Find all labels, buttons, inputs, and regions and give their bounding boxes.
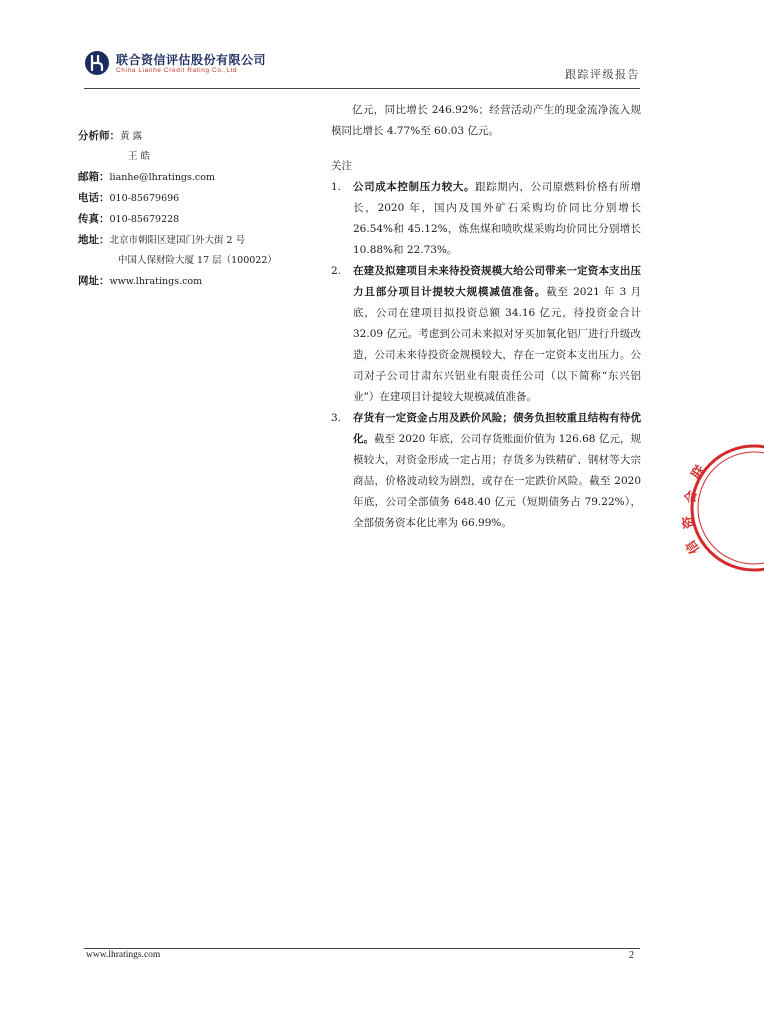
svg-text:信: 信 <box>683 537 704 557</box>
item-headline: 在建及拟建项目未来待投资规模大给公司带来一定资本支出压力且部分项目计提较大规模减值准备。 <box>353 265 641 298</box>
page-number: 2 <box>629 950 634 961</box>
header-divider <box>84 88 640 89</box>
fax-row <box>78 209 318 230</box>
brand-name-cn: 联合资信评估股份有限公司 <box>116 53 267 67</box>
footer-divider <box>84 948 640 949</box>
analyst-name: 王 皓 <box>128 151 151 162</box>
intro-paragraph: 亿元，同比增长 246.92%；经营活动产生的现金流净流入规模同比增长 4.77%至 60.03 亿元。 <box>331 104 641 137</box>
phone-row <box>78 188 318 209</box>
address-row <box>78 230 318 251</box>
page-header <box>84 46 640 88</box>
analyst-contact-block <box>78 126 318 292</box>
website-value: www.lhratings.com <box>109 276 203 287</box>
svg-text:联: 联 <box>688 463 709 483</box>
lianhe-logo-icon <box>84 50 110 76</box>
item-number: 2. <box>331 265 342 277</box>
svg-text:合: 合 <box>683 489 701 505</box>
email-label: 邮箱： <box>78 171 110 183</box>
main-text-column <box>331 100 641 534</box>
email-value: lianhe@lhratings.com <box>109 172 215 183</box>
concern-item <box>331 408 641 534</box>
website-row <box>78 271 318 292</box>
item-body <box>353 177 641 261</box>
address-label: 地址： <box>78 234 110 246</box>
address-line: 中国人保财险大厦 17 层（100022） <box>118 255 277 266</box>
section-heading: 关注 <box>331 160 352 172</box>
analyst-name: 黄 露 <box>120 131 143 142</box>
item-text: 截至 2021 年 3 月底，公司在建项目拟投资总额 34.16 亿元，待投资金合计 32.09 亿元。考虑到公司未来拟对牙买加氧化铝厂进行升级改造，公司未来待投资金规模较大，存在一定资本支出压力。公司对子公司甘肃东兴铝业有限责任公司（以下简称“东兴铝业”）在建项目计提较大规模减值准备。 <box>353 286 641 403</box>
address-line: 北京市朝阳区建国门外大街 2 号 <box>109 235 246 246</box>
brand-name-en: China Lianhe Credit Rating Co.,Ltd <box>116 67 238 74</box>
item-headline: 公司成本控制压力较大。 <box>353 181 476 193</box>
footer-website: www.lhratings.com <box>86 950 161 960</box>
report-type-label: 跟踪评级报告 <box>565 68 640 81</box>
item-headline: 存货有一定资金占用及跌价风险；债务负担较重且结构有待优化。 <box>353 412 641 445</box>
item-number: 3. <box>331 412 342 424</box>
concern-item <box>331 261 641 408</box>
item-text: 截至 2020 年底，公司存货账面价值为 126.68 亿元，规模较大，对资金形成一定占用；存货多为铁精矿、钢材等大宗商品，价格波动较为剧烈，或存在一定跌价风险。截至 2020 年底，公司全部债务 648.40 亿元（短期债务占 79.22%），全部债务资本化比率为 66.99%。 <box>353 433 642 529</box>
analyst-row <box>78 126 318 147</box>
address-row <box>78 251 318 271</box>
item-text: 跟踪期内，公司原燃料价格有所增长，2020 年，国内及国外矿石采购均价同比分别增长 26.54%和 45.12%，炼焦煤和喷吹煤采购均价同比分别增长 10.88%和 22.73%。 <box>353 181 642 256</box>
fax-value: 010-85679228 <box>109 214 180 225</box>
analyst-row <box>78 147 318 167</box>
analyst-label: 分析师： <box>78 130 120 142</box>
item-number: 1. <box>331 181 342 193</box>
phone-label: 电话： <box>78 192 110 204</box>
fax-label: 传真： <box>78 213 110 225</box>
concern-item <box>331 177 641 261</box>
company-seal-icon <box>680 438 764 578</box>
email-row <box>78 167 318 188</box>
phone-value: 010-85679696 <box>109 193 180 204</box>
item-body <box>353 261 641 408</box>
website-label: 网址： <box>78 275 110 287</box>
svg-text:资: 资 <box>680 514 698 530</box>
item-body <box>353 408 641 534</box>
